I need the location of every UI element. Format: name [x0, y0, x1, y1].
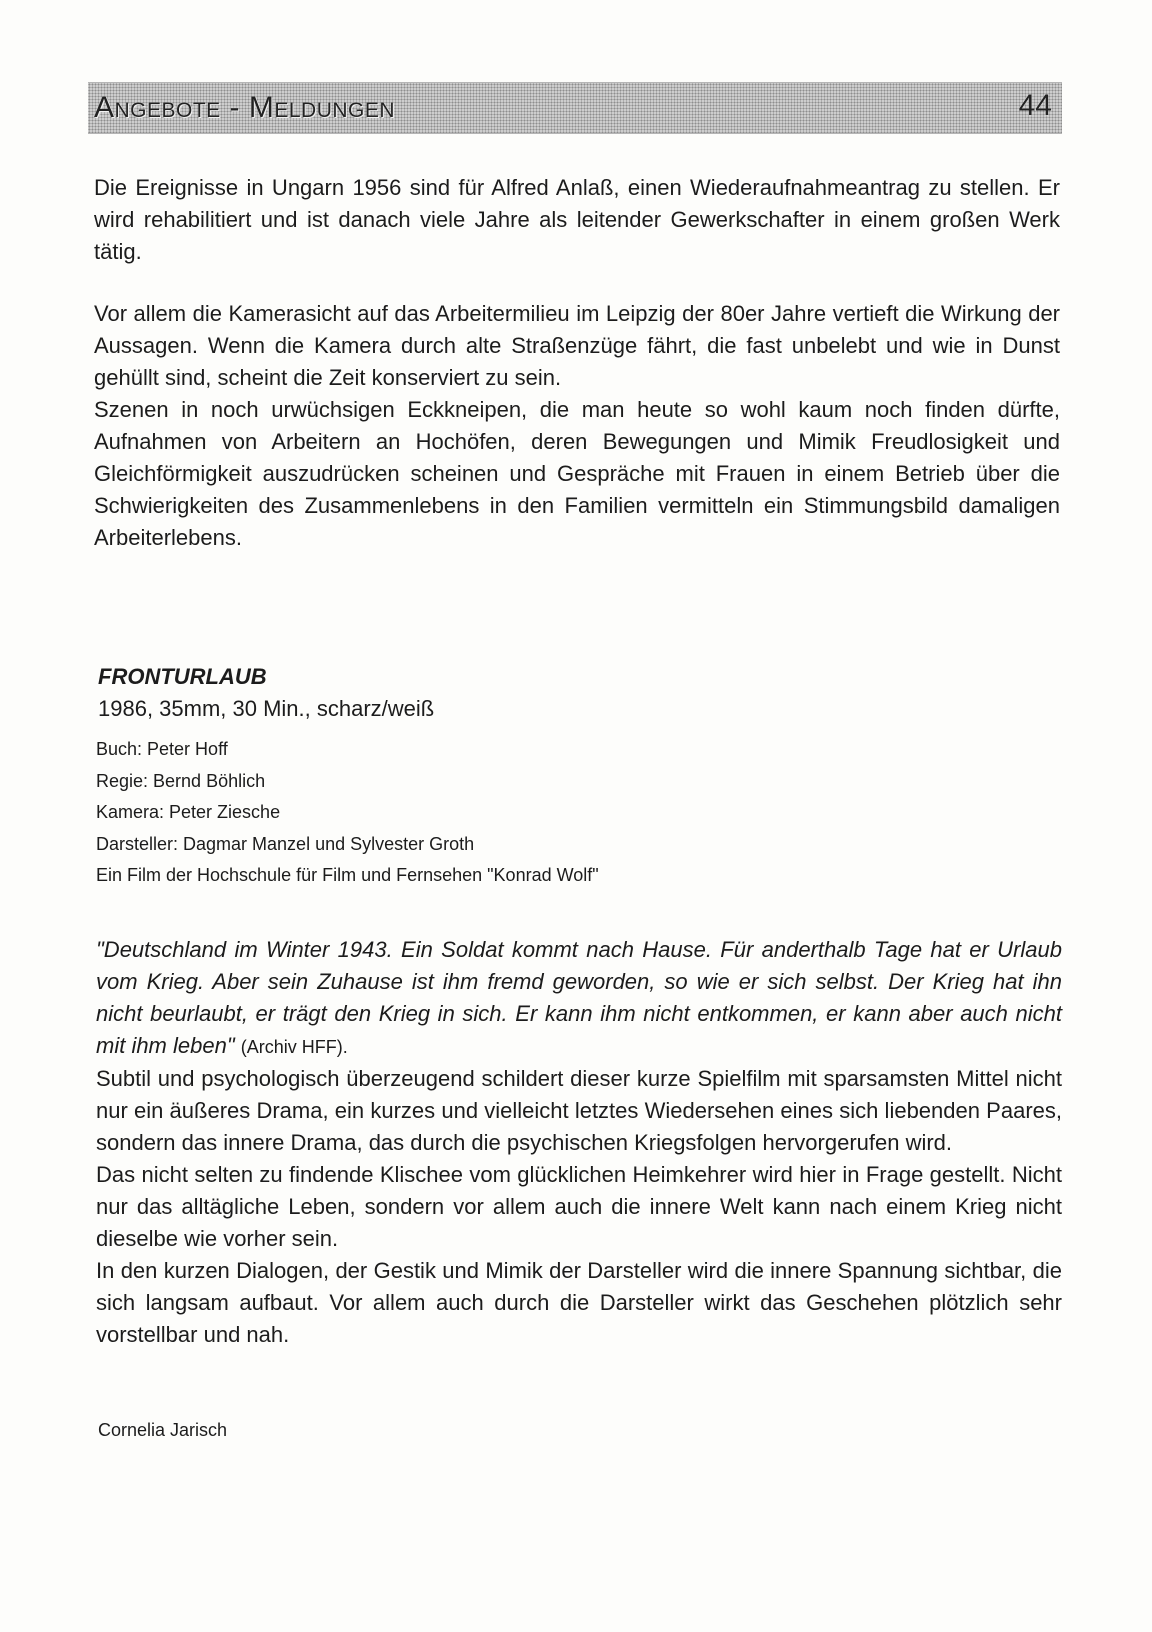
film-meta: 1986, 35mm, 30 Min., scharz/weiß	[98, 696, 435, 721]
author-name: Cornelia Jarisch	[98, 1420, 228, 1440]
credit-book: Buch: Peter Hoff	[96, 739, 228, 759]
review-paragraph-2: Das nicht selten zu findende Klischee vom glücklichen Heimkehrer wird hier in Frage gestellt. Nicht nur das alltägliche Leben, sondern vor allem auch die innere Welt kann nach einem Krieg nicht dieselbe wie vorher sein.	[96, 1162, 1062, 1251]
credit-production: Ein Film der Hochschule für Film und Fernsehen "Konrad Wolf"	[96, 865, 599, 885]
intro-paragraph-3: Szenen in noch urwüchsigen Eckkneipen, die man heute so wohl kaum noch finden dürfte, Aufnahmen von Arbeitern an Hochöfen, deren Bewegungen und Mimik Freudlosigkeit und Gleichförmigkeit auszudrücken scheinen und Gespräche mit Frauen in einem Betrieb über die Schwierigkeiten des Zusammenlebens in den Familien vermitteln ein Stimmungsbild damaligen Arbeiterlebens.	[94, 397, 1060, 550]
credit-director: Regie: Bernd Böhlich	[96, 770, 266, 791]
review-paragraph-1: Subtil und psychologisch überzeugend schildert dieser kurze Spielfilm mit sparsamsten Mittel nicht nur ein äußeres Drama, ein kurzes und vielleicht letztes Wiedersehen eines sich liebenden Paares, sondern das innere Drama, das durch die psychischen Kriegsfolgen hervorgerufen wird.	[96, 1066, 1062, 1155]
section-title: Angebote - Meldungen	[94, 91, 396, 124]
credit-camera: Kamera: Peter Ziesche	[96, 802, 281, 822]
intro-paragraph-group	[94, 298, 1060, 554]
intro-paragraph-2: Vor allem die Kamerasicht auf das Arbeitermilieu im Leipzig der 80er Jahre vertieft die Wirkung der Aussagen. Wenn die Kamera durch alte Straßenzüge fährt, die fast unbelebt und wie in Dunst gehüllt sind, scheint die Zeit konserviert zu sein.	[94, 301, 1060, 390]
film-review	[96, 934, 1062, 1351]
section-header-bar	[88, 82, 1062, 134]
intro-paragraph-1: Die Ereignisse in Ungarn 1956 sind für Alfred Anlaß, einen Wiederaufnahmeantrag zu stellen. Er wird rehabilitiert und ist danach viele Jahre als leitender Gewerkschafter in einem großen Werk tätig.	[94, 175, 1060, 264]
quote-source: (Archiv HFF).	[240, 1037, 348, 1057]
film-quote: "Deutschland im Winter 1943. Ein Soldat kommt nach Hause. Für anderthalb Tage hat er Urlaub vom Krieg. Aber sein Zuhause ist ihm fremd geworden, so wie er sich selbst. Der Krieg hat ihn nicht beurlaubt, er trägt den Krieg in sich. Er kann ihm nicht entkommen, er kann aber auch nicht mit ihm leben"	[96, 937, 1062, 1058]
film-quote-block	[96, 934, 1062, 1063]
credit-cast: Darsteller: Dagmar Manzel und Sylvester Groth	[96, 833, 475, 854]
page-number: 44	[1018, 89, 1052, 122]
review-paragraph-3: In den kurzen Dialogen, der Gestik und Mimik der Darsteller wird die innere Spannung sichtbar, die sich langsam aufbaut. Vor allem auch durch die Darsteller wirkt das Geschehen plötzlich sehr vorstellbar und nah.	[96, 1258, 1062, 1347]
film-credits	[96, 734, 599, 892]
film-title: FRONTURLAUB	[98, 664, 267, 689]
